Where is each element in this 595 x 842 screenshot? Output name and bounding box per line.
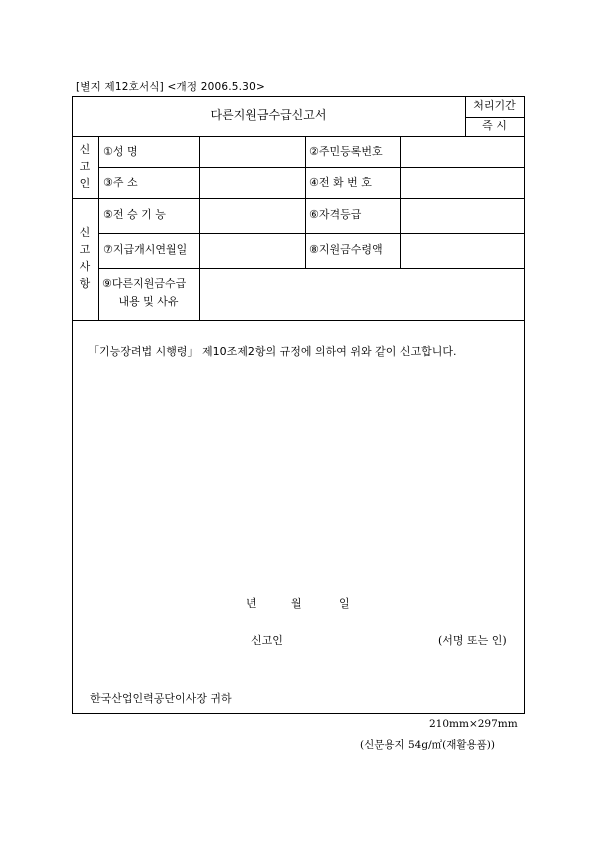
year-label: 년: [246, 597, 257, 610]
processing-period-label: 처리기간: [473, 99, 516, 112]
name-label: ①성 명: [103, 145, 138, 158]
amount-field[interactable]: [401, 234, 523, 267]
skill-field[interactable]: [200, 199, 304, 232]
address-label: ③주 소: [103, 176, 138, 189]
name-field[interactable]: [200, 137, 304, 166]
processing-period-value: 즉 시: [482, 119, 507, 132]
applicant-section-label: 신 고 인: [79, 143, 91, 190]
rrn-field[interactable]: [401, 137, 523, 166]
reporter-signature-field[interactable]: [290, 630, 430, 650]
grade-label: ⑥자격등급: [309, 208, 362, 221]
month-label: 월: [291, 597, 302, 610]
other-subsidy-field[interactable]: [200, 269, 523, 319]
reporter-label: 신고인: [251, 634, 283, 647]
signature-label: (서명 또는 인): [438, 634, 507, 647]
start-date-label: ⑦지급개시연월일: [103, 243, 188, 256]
skill-label: ⑤전 승 기 능: [103, 208, 166, 221]
form-title: 다른지원금수급신고서: [210, 108, 327, 122]
addressee: 한국산업인력공단이사장 귀하: [90, 692, 232, 705]
phone-label: ④전 화 번 호: [309, 176, 372, 189]
day-label: 일: [339, 597, 350, 610]
start-date-field[interactable]: [200, 234, 304, 267]
paper-size: 210mm×297mm: [429, 718, 518, 730]
form-number-header: [별지 제12호서식] <개정 2006.5.30>: [76, 81, 265, 93]
paper-note: (신문용지 54g/㎡(재활용품)): [360, 739, 495, 751]
amount-label: ⑧지원금수령액: [309, 243, 383, 256]
report-section-label: 신 고 사 항: [79, 226, 91, 290]
rrn-label: ②주민등록번호: [309, 145, 383, 158]
other-subsidy-label: ⑨다른지원금수급: [102, 277, 187, 290]
other-subsidy-label-line2: 내용 및 사유: [118, 295, 179, 308]
grade-field[interactable]: [401, 199, 523, 232]
phone-field[interactable]: [401, 168, 523, 197]
address-field[interactable]: [200, 168, 304, 197]
declaration-statement: 「기능장려법 시행령」 제10조제2항의 규정에 의하여 위와 같이 신고합니다.: [88, 345, 457, 358]
